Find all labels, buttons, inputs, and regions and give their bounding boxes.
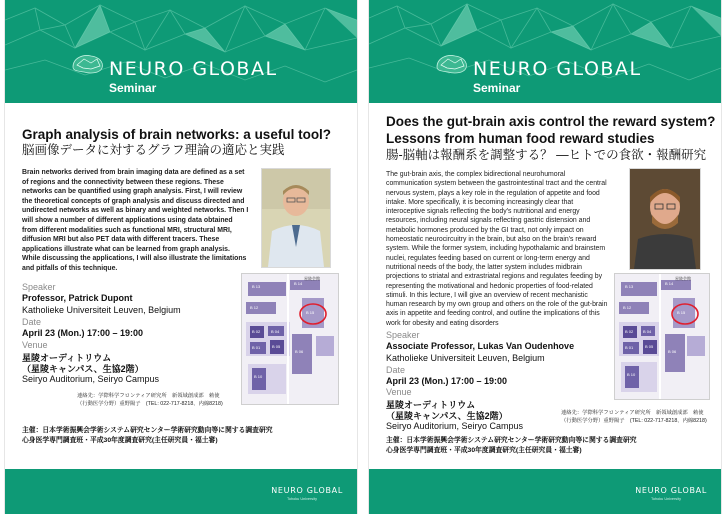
brain-logo-icon <box>435 53 469 75</box>
speaker-label: Speaker <box>22 282 56 292</box>
venue-en: Seiryo Auditorium, Seiryo Campus <box>22 374 160 384</box>
header-banner <box>5 0 357 103</box>
brand-name: NEURO GLOBAL <box>109 58 278 80</box>
date-value: April 23 (Mon.) 17:00 – 19:00 <box>386 376 508 386</box>
date-label: Date <box>386 365 406 375</box>
brain-logo-icon <box>71 53 105 75</box>
map-label: B 10 <box>254 374 263 379</box>
seminar-title: Does the gut-brain axis control the reward system? <box>386 114 716 129</box>
venue-jp: 星陵オーディトリウム <box>386 400 476 410</box>
venue-jp-sub: （星陵キャンパス、生協2階） <box>22 364 144 374</box>
brand-name: NEURO GLOBAL <box>473 58 642 80</box>
contact-info: 連絡先：学際科学フロンティア研究所 新領域創成部 勅使 （行動医学分野）重野陽子 (TEL: 022-717-8218、内線8218) <box>77 393 223 407</box>
speaker-label: Speaker <box>386 330 420 340</box>
campus-map <box>241 273 339 405</box>
map-label: B 13 <box>252 284 261 289</box>
map-label: 星陵会館 <box>675 276 691 281</box>
map-label: B 14 <box>294 281 303 286</box>
venue-label: Venue <box>386 387 412 397</box>
speaker-photo <box>629 168 701 270</box>
map-label: B 12 <box>623 305 632 310</box>
footer-banner <box>5 469 357 514</box>
map-label: B 10 <box>627 372 636 377</box>
abstract: The gut-brain axis, the complex bidirectional neurohumoral communication system between the gastrointestinal tract and the central nervous system, plays a key role in the regulation of appetite and food intake. More specifically, it is becoming increasingly clear that interoceptive signals reflecting the body's nutritional and energy resources, including neural signals reflecting gastric distension and metabolic hormones produced by the GI tract, not only impact on homeostatic neurocircuitry in the brain, but also on the brain's reward system. While the former system, including hypothalamic and brainstem nuclei, regulates feeding based on current or long-term energy and nutritional needs of the body, the latter system includes midbrain projections to striatal and extrastriatal regions and regulates feeding by representing the motivational and hedonic properties of food-related stimuli. In this lecture, I will give an overview of recent mechanistic human research by my own group and others on the role of the gut-brain axis in appetite and feeding control, and outline the implications of this work for obesity and eating disorders <box>386 171 608 327</box>
footer-brand: NEURO GLOBAL <box>271 486 343 495</box>
campus-map <box>614 273 710 400</box>
sponsor-info: 主催：日本学術振興会学術システム研究センター学術研究動向等に関する調査研究 心身医学専門調査班・平成30年度調査研究(主任研究員・福土審) <box>386 437 637 454</box>
speaker-photo <box>261 168 331 268</box>
seminar-title-jp: 脳画像データに対するグラフ理論の適応と実践 <box>22 143 285 157</box>
date-value: April 23 (Mon.) 17:00 – 19:00 <box>22 328 144 338</box>
map-label: B 06 <box>668 349 677 354</box>
map-label: B 15 <box>306 310 315 315</box>
map-label: B 14 <box>665 281 674 286</box>
seminar-title: Graph analysis of brain networks: a useful tool? <box>22 127 332 142</box>
header-banner <box>369 0 721 103</box>
map-label: B 04 <box>643 329 652 334</box>
map-label: B 05 <box>272 344 281 349</box>
map-label: B 02 <box>252 329 261 334</box>
date-label: Date <box>22 317 42 327</box>
network-pattern <box>5 0 357 103</box>
venue-jp-sub: （星陵キャンパス、生協2階） <box>386 411 508 421</box>
footer-brand: NEURO GLOBAL <box>635 486 707 495</box>
map-label: B 04 <box>271 329 280 334</box>
map-label: 星陵会館 <box>304 276 320 281</box>
abstract: Brain networks derived from brain imaging data are defined as a set of regions and the connectivity between these regions. These networks can be quantified using graph analysis. First, I will review the theoretical concepts of graph analysis and discuss directed and undirected networks as well as binary and weighted networks. Then I will show a number of different applications using data obtained from different modalities such as functional MRI, structural MRI, diffusion MRI but also PET data with different tracers. These applications illustrate what can be learned from graph analysis. While discussing the applications, I will also illustrate the limitations and pitfalls of this technique. <box>22 169 249 272</box>
map-label: B 13 <box>625 284 634 289</box>
venue-jp: 星陵オーディトリウム <box>22 353 112 363</box>
map-label: B 12 <box>250 305 259 310</box>
map-label: B 01 <box>625 345 634 350</box>
map-label: B 15 <box>677 310 686 315</box>
speaker-name: Associate Professor, Lukas Van Oudenhove <box>386 341 575 351</box>
footer-subtitle: Tohoku University <box>651 497 681 501</box>
seminar-label: Seminar <box>109 81 157 95</box>
poster-right <box>369 0 721 514</box>
seminar-title-line2: Lessons from human food reward studies <box>386 131 655 146</box>
poster-left <box>5 0 357 514</box>
map-label: B 02 <box>625 329 634 334</box>
sponsor-info: 主催：日本学術振興会学術システム研究センター学術研究動向等に関する調査研究 心身医学専門調査班・平成30年度調査研究(主任研究員・福土審) <box>22 427 273 444</box>
map-label: B 05 <box>645 344 654 349</box>
footer-banner <box>369 469 721 514</box>
contact-info: 連絡先：学際科学フロンティア研究所 新領域創成部 勅使 （行動医学分野）重野陽子 (TEL: 022-717-8218、内線8218) <box>561 410 707 424</box>
seminar-title-jp: 腸-脳軸は報酬系を調整する？ ―ヒトでの食欲・報酬研究 <box>386 148 707 162</box>
speaker-affiliation: Katholieke Universiteit Leuven, Belgium <box>386 353 545 363</box>
speaker-affiliation: Katholieke Universiteit Leuven, Belgium <box>22 305 181 315</box>
network-pattern <box>369 0 721 103</box>
footer-subtitle: Tohoku University <box>287 497 317 501</box>
seminar-label: Seminar <box>473 81 521 95</box>
map-label: B 01 <box>252 345 261 350</box>
map-label: B 06 <box>295 349 304 354</box>
speaker-name: Professor, Patrick Dupont <box>22 293 133 303</box>
venue-en: Seiryo Auditorium, Seiryo Campus <box>386 421 524 431</box>
venue-label: Venue <box>22 340 48 350</box>
